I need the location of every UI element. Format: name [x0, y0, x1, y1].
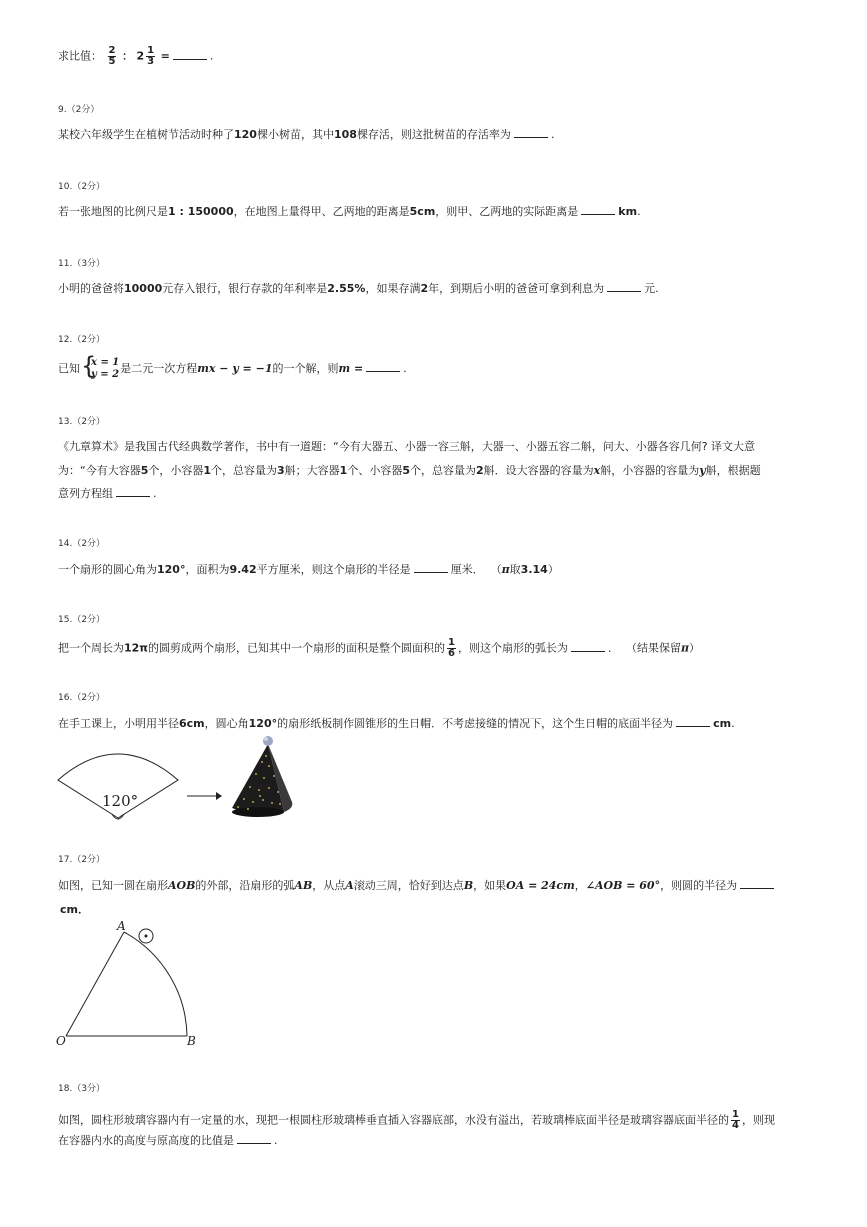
q8-line	[58, 46, 213, 67]
label-a: A	[117, 919, 126, 933]
answer-blank[interactable]	[514, 128, 548, 138]
segment-oa	[66, 932, 124, 1036]
answer-blank[interactable]	[676, 717, 710, 727]
answer-blank[interactable]	[414, 563, 448, 573]
q12-text: 已知 { x = 1 y = 2 是二元一次方程mx − y = −1的一个解，则m = .	[58, 352, 407, 380]
q8-fraction-2: $\frac{1}{3}$	[147, 45, 155, 67]
q18-fraction: $\frac{1}{4}$	[732, 1109, 739, 1131]
q13-number: 13.（2分）	[58, 417, 106, 427]
arc-ab	[124, 932, 187, 1036]
q11-number: 11.（3分）	[58, 259, 106, 269]
q8-prefix: 求比值：	[58, 49, 102, 63]
q18-line-1: 如图，圆柱形玻璃容器内有一定量的水，现把一根圆柱形玻璃棒垂直插入容器底部，水没有溢出，若玻璃棒底面半径是玻璃容器底面半径的 $\frac{1}{4}$ ，则现	[58, 1109, 775, 1131]
party-hat-image	[232, 736, 292, 817]
q8-colon: ：	[121, 49, 133, 63]
q8-suffix: .	[209, 49, 214, 63]
q15-number: 15.（2分）	[58, 615, 106, 625]
q8-fraction-1: $\frac{2}{5}$	[108, 45, 116, 67]
q13-line-1: 《九章算术》是我国古代经典数学著作，书中有一道题：“今有大器五、小器一容三斛，大器一、小器五容二斛，问大、小器各容几何? 译文大意	[58, 440, 756, 453]
answer-blank[interactable]	[237, 1134, 271, 1144]
rolling-circle-center	[145, 935, 148, 938]
q17-figure	[50, 918, 220, 1050]
q11-text: 小明的爸爸将10000元存入银行，银行存款的年利率是2.55%，如果存满2年，到期后小明的爸爸可拿到利息为 元.	[58, 282, 659, 295]
answer-blank[interactable]	[571, 642, 605, 652]
q15-fraction: $\frac{1}{6}$	[448, 637, 455, 659]
answer-blank[interactable]	[116, 487, 150, 497]
q12-number: 12.（2分）	[58, 335, 106, 345]
answer-blank[interactable]	[173, 50, 207, 60]
q16-number: 16.（2分）	[58, 693, 106, 703]
q13-line-2: 为：“今有大容器5个，小容器1个，总容量为3斛；大容器1个、小容器5个，总容量为2斛．设大容器的容量为x斛，小容器的容量为y斛，根据题	[58, 464, 761, 477]
q18-line-2: 在容器内水的高度与原高度的比值是 .	[58, 1134, 278, 1147]
label-b: B	[187, 1034, 196, 1048]
answer-blank[interactable]	[607, 282, 641, 292]
q17-line-1: 如图，已知一圆在扇形AOB的外部，沿扇形的弧AB，从点A滚动三周，恰好到达点B，如果OA = 24cm，∠AOB = 60°，则圆的半径为	[58, 879, 777, 893]
label-o: O	[56, 1034, 66, 1048]
arrow-head-icon	[216, 792, 222, 800]
answer-blank[interactable]	[740, 879, 774, 889]
q14-number: 14.（2分）	[58, 539, 106, 549]
q10-text: 若一张地图的比例尺是1 : 150000，在地图上量得甲、乙两地的距离是5cm，则甲、乙两地的实际距离是 km.	[58, 205, 641, 218]
q9-number: 9.（2分）	[58, 105, 100, 115]
q15-text: 把一个周长为12π的圆剪成两个扇形，已知其中一个扇形的面积是整个圆面积的 $\frac{1}{6}$ ，则这个扇形的弧长为 ． （结果保留π）	[58, 637, 701, 659]
q14-text: 一个扇形的圆心角为120°，面积为9.42平方厘米，则这个扇形的半径是 厘米． （π取3.14）	[58, 563, 559, 576]
q16-figure	[50, 732, 350, 824]
q17-line-2: cm．	[60, 903, 89, 916]
q17-number: 17.（2分）	[58, 855, 106, 865]
sector-angle-label: 120°	[102, 792, 139, 810]
q9-text: 某校六年级学生在植树节活动时种了120棵小树苗，其中108棵存活，则这批树苗的存活率为 .	[58, 128, 555, 141]
q12-equation-system: { x = 1 y = 2	[81, 352, 120, 380]
q8-equals: =	[160, 49, 170, 63]
answer-blank[interactable]	[366, 362, 400, 372]
answer-blank[interactable]	[581, 205, 615, 215]
q10-number: 10.（2分）	[58, 182, 106, 192]
q13-line-3: 意列方程组 .	[58, 487, 157, 500]
q16-text: 在手工课上，小明用半径6cm，圆心角120°的扇形纸板制作圆锥形的生日帽．不考虑接缝的情况下，这个生日帽的底面半径为 cm.	[58, 717, 735, 730]
q8-whole: 2	[136, 49, 145, 63]
q18-number: 18.（3分）	[58, 1084, 106, 1094]
